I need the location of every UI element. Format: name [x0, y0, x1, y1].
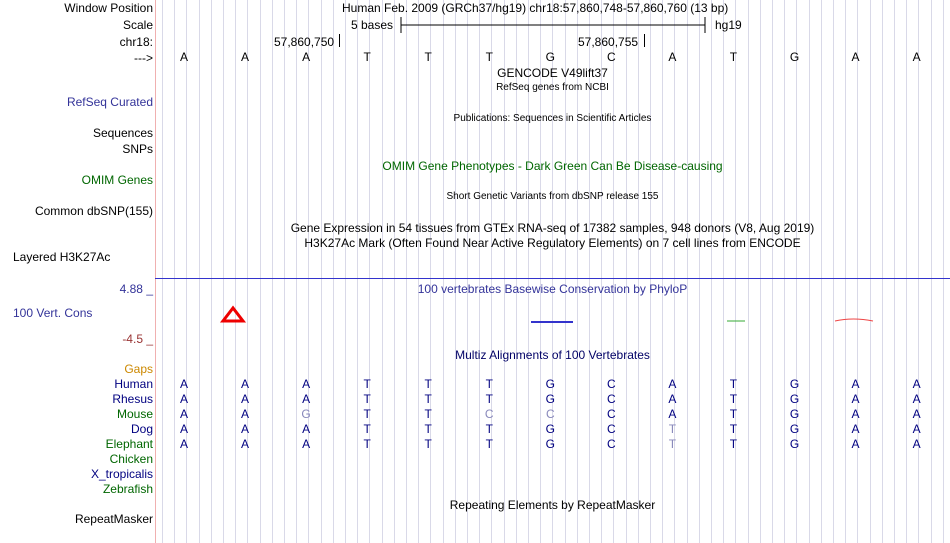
alignment-base: C	[607, 377, 616, 391]
alignment-base: T	[668, 437, 677, 451]
scale-label: Scale	[122, 18, 153, 32]
alignment-base: A	[302, 437, 311, 451]
alignment-base: T	[424, 392, 432, 406]
sequence-base: T	[424, 50, 432, 64]
alignment-base: T	[485, 392, 493, 406]
alignment-base: C	[607, 437, 616, 451]
alignment-base: A	[912, 437, 921, 451]
alignment-base: A	[851, 422, 860, 436]
alignment-base: T	[485, 422, 493, 436]
gencode-title[interactable]: GENCODE V49lift37	[497, 66, 608, 80]
alignment-base: A	[302, 422, 311, 436]
alignment-base: G	[545, 437, 555, 451]
alignment-base: C	[607, 422, 616, 436]
sequence-base: G	[545, 50, 555, 64]
sequences-label[interactable]: Sequences	[92, 126, 153, 140]
species-label[interactable]: Mouse	[116, 407, 153, 421]
sequence-base: T	[485, 50, 493, 64]
sequence-base: G	[789, 50, 800, 64]
pubs-title[interactable]: Publications: Sequences in Scientific Articles	[453, 113, 652, 124]
h3k27ac-label[interactable]: Layered H3K27Ac	[13, 250, 111, 264]
sequence-base: C	[607, 50, 616, 64]
alignment-base: A	[302, 392, 311, 406]
alignment-base: C	[607, 392, 616, 406]
alignment-base: G	[789, 422, 800, 436]
alignment-base: G	[789, 392, 800, 406]
species-label[interactable]: Human	[114, 377, 153, 391]
alignment-base: A	[179, 407, 188, 421]
alignment-base: C	[607, 407, 616, 421]
alignment-base: A	[179, 422, 188, 436]
alignment-base: T	[363, 392, 371, 406]
sequence-base: A	[668, 50, 677, 64]
alignment-base: A	[179, 377, 188, 391]
cons-max-label: 4.88 _	[119, 282, 153, 296]
species-label[interactable]: Elephant	[105, 437, 153, 451]
alignment-base: T	[363, 377, 371, 391]
species-label[interactable]: Chicken	[109, 452, 153, 466]
alignment-base: A	[241, 392, 250, 406]
species-label[interactable]: Rhesus	[112, 392, 153, 406]
alignment-base: G	[789, 437, 800, 451]
alignment-base: A	[851, 392, 860, 406]
alignment-base: T	[485, 437, 493, 451]
alignment-base: G	[545, 377, 555, 391]
strand-label: --->	[134, 51, 153, 65]
alignment-base: T	[363, 407, 371, 421]
coord-tick-2	[644, 34, 645, 47]
alignment-base: G	[789, 407, 800, 421]
alignment-base: T	[729, 377, 738, 391]
refseq-curated-label[interactable]: RefSeq Curated	[66, 95, 153, 109]
alignment-base: A	[179, 437, 188, 451]
coord-label-2: 57,860,755	[578, 35, 639, 49]
coord-tick-1	[339, 34, 340, 47]
dbsnp-label[interactable]: Common dbSNP(155)	[34, 204, 153, 218]
sequence-base: A	[302, 50, 311, 64]
alignment-base: T	[729, 437, 738, 451]
gaps-label[interactable]: Gaps	[124, 362, 153, 376]
alignment-base: A	[668, 407, 677, 421]
alignment-base: T	[424, 377, 432, 391]
coord-label-1: 57,860,750	[274, 35, 335, 49]
repeatmasker-label[interactable]: RepeatMasker	[74, 512, 153, 526]
refseq-title[interactable]: RefSeq genes from NCBI	[496, 82, 609, 93]
species-label[interactable]: Zebrafish	[102, 482, 153, 496]
alignment-base: C	[545, 407, 555, 421]
alignment-base: G	[301, 407, 311, 421]
alignment-base: T	[729, 422, 738, 436]
sequence-base: A	[241, 50, 250, 64]
alignment-base: G	[545, 422, 555, 436]
scale-bar	[398, 16, 710, 34]
multiz-title[interactable]: Multiz Alignments of 100 Vertebrates	[455, 348, 650, 362]
conservation-graph	[155, 300, 950, 330]
species-label[interactable]: X_tropicalis	[90, 467, 153, 481]
species-label[interactable]: Dog	[130, 422, 153, 436]
cons-title[interactable]: 100 vertebrates Basewise Conservation by PhyloP	[417, 282, 688, 296]
alignment-base: T	[424, 422, 432, 436]
alignment-base: A	[912, 377, 921, 391]
alignment-base: A	[302, 377, 311, 391]
alignment-base: T	[485, 377, 493, 391]
alignment-base: G	[545, 392, 555, 406]
snps-label[interactable]: SNPs	[122, 142, 153, 156]
alignment-base: A	[912, 392, 921, 406]
alignment-base: T	[729, 392, 738, 406]
sequence-base: A	[179, 50, 188, 64]
alignment-base: A	[851, 407, 860, 421]
omim-title[interactable]: OMIM Gene Phenotypes - Dark Green Can Be Disease-causing	[382, 159, 723, 173]
alignment-base: A	[851, 437, 860, 451]
track-separator-line	[155, 278, 950, 279]
sequence-base: A	[851, 50, 860, 64]
alignment-base: T	[363, 437, 371, 451]
dbsnp-title[interactable]: Short Genetic Variants from dbSNP release 155	[446, 191, 659, 202]
alignment-base: T	[363, 422, 371, 436]
h3k27ac-title[interactable]: H3K27Ac Mark (Often Found Near Active Regulatory Elements) on 7 cell lines from ENCODE	[304, 236, 801, 250]
chrom-label: chr18:	[119, 35, 153, 49]
alignment-base: A	[851, 377, 860, 391]
gtex-title[interactable]: Gene Expression in 54 tissues from GTEx RNA-seq of 17382 samples, 948 donors (V8, Aug 2019)	[290, 221, 815, 235]
sequence-base: A	[912, 50, 921, 64]
sequence-base: T	[729, 50, 738, 64]
alignment-base: C	[484, 407, 494, 421]
alignment-base: T	[424, 437, 432, 451]
alignment-base: A	[912, 422, 921, 436]
sequence-base: T	[363, 50, 371, 64]
alignment-base: A	[241, 377, 250, 391]
cons-label[interactable]: 100 Vert. Cons	[13, 306, 93, 320]
alignment-base: A	[668, 392, 677, 406]
omim-genes-label[interactable]: OMIM Genes	[81, 173, 153, 187]
alignment-base: A	[668, 377, 677, 391]
scale-db: hg19	[715, 18, 742, 32]
repeatmasker-title[interactable]: Repeating Elements by RepeatMasker	[449, 498, 656, 512]
window-position-label: Window Position	[64, 1, 153, 15]
alignment-base: A	[912, 407, 921, 421]
scale-text: 5 bases	[351, 18, 394, 32]
alignment-base: A	[241, 422, 250, 436]
alignment-base: T	[729, 407, 738, 421]
alignment-base: T	[668, 422, 677, 436]
alignment-base: A	[241, 437, 250, 451]
alignment-base: G	[789, 377, 800, 391]
window-position-value: Human Feb. 2009 (GRCh37/hg19) chr18:57,860,748-57,860,760 (13 bp)	[342, 1, 729, 15]
alignment-base: A	[179, 392, 188, 406]
cons-min-label: -4.5 _	[122, 332, 153, 346]
alignment-base: T	[424, 407, 432, 421]
alignment-base: A	[241, 407, 250, 421]
